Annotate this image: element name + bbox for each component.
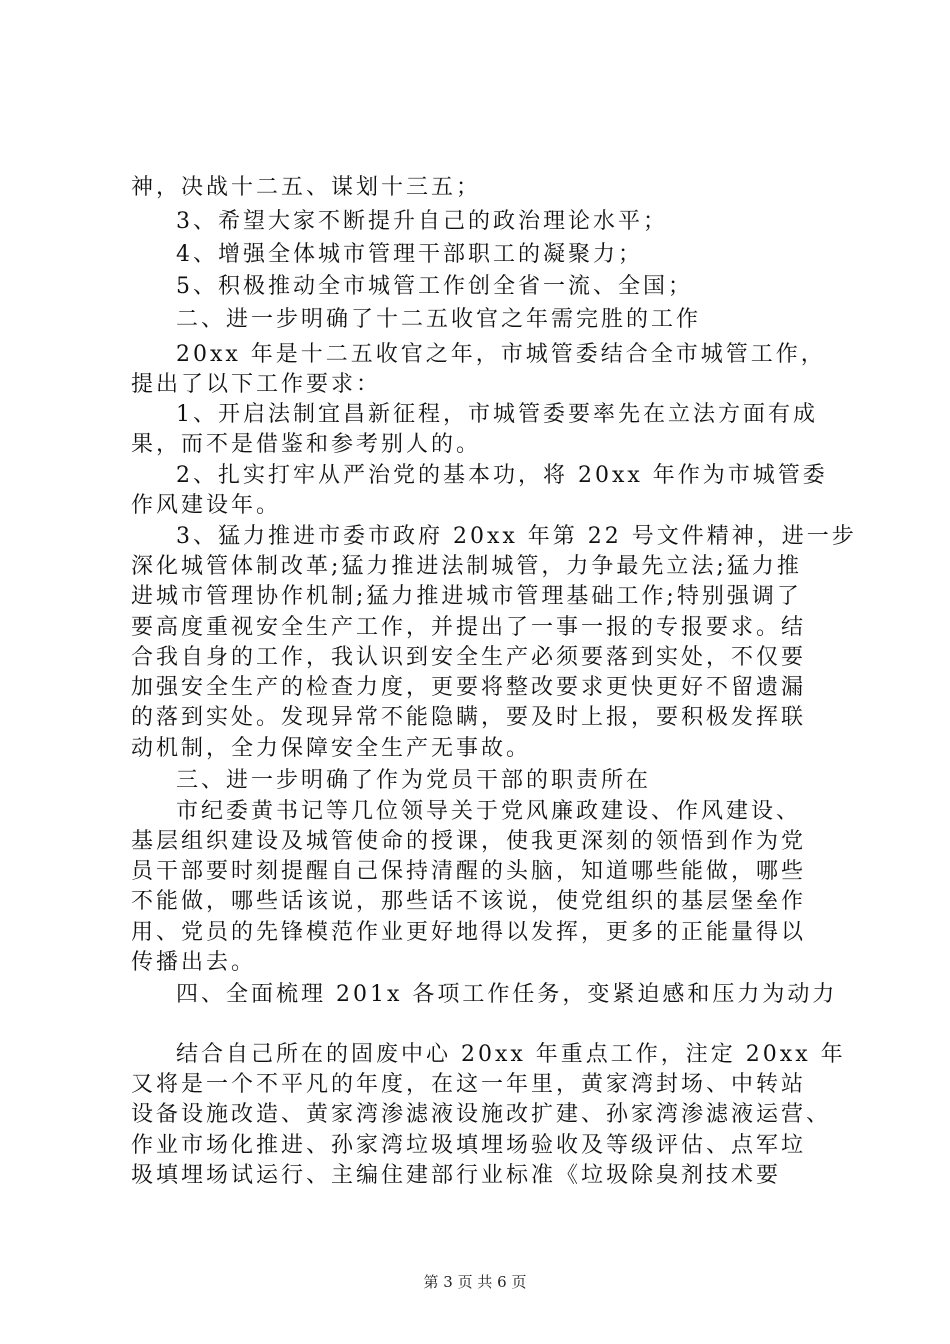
text-line: 进城市管理协作机制;猛力推进城市管理基础工作;特别强调了 bbox=[131, 584, 802, 609]
text-line: 提出了以下工作要求： bbox=[131, 372, 382, 397]
text-line: 用、党员的先锋模范作业更好地得以发挥，更多的正能量得以 bbox=[131, 920, 807, 945]
text-line: 设备设施改造、黄家湾渗滤液设施改扩建、孙家湾渗滤液运营、 bbox=[131, 1102, 832, 1127]
page-number-footer: 第 3 页 共 6 页 bbox=[423, 1273, 527, 1291]
text-line: 动机制，全力保障安全生产无事故。 bbox=[131, 736, 532, 761]
text-line: 基层组织建设及城管使命的授课，使我更深刻的领悟到作为党 bbox=[131, 829, 807, 854]
text-line: 又将是一个不平凡的年度，在这一年里，黄家湾封场、中转站 bbox=[131, 1072, 807, 1097]
text-line: 传播出去。 bbox=[131, 950, 257, 975]
text-line: 作业市场化推进、孙家湾垃圾填埋场验收及等级评估、点军垃 bbox=[131, 1133, 807, 1158]
list-item: 3、希望大家不断提升自己的政治理论水平； bbox=[176, 209, 668, 234]
list-item: 3、猛力推进市委市政府 20xx 年第 22 号文件精神，进一步 bbox=[176, 524, 857, 549]
section-heading: 四、全面梳理 201x 各项工作任务，变紧迫感和压力为动力 bbox=[176, 982, 838, 1007]
list-item: 2、扎实打牢从严治党的基本功，将 20xx 年作为市城管委 bbox=[176, 463, 828, 488]
text-line: 要高度重视安全生产工作，并提出了一事一报的专报要求。结 bbox=[131, 615, 807, 640]
text-line: 的落到实处。发现异常不能隐瞒，要及时上报，要积极发挥联 bbox=[131, 705, 807, 730]
text-line: 神，决战十二五、谋划十三五； bbox=[131, 175, 482, 200]
text-line: 合我自身的工作，我认识到安全生产必须要落到实处，不仅要 bbox=[131, 645, 807, 670]
list-item: 1、开启法制宜昌新征程，市城管委要率先在立法方面有成 bbox=[176, 402, 818, 427]
text-line: 20xx 年是十二五收官之年，市城管委结合全市城管工作， bbox=[176, 342, 826, 367]
text-line: 员干部要时刻提醒自己保持清醒的头脑，知道哪些能做，哪些 bbox=[131, 859, 807, 884]
text-line: 圾填埋场试运行、主编住建部行业标准《垃圾除臭剂技术要 bbox=[131, 1163, 782, 1188]
text-line: 不能做，哪些话该说，那些话不该说，使党组织的基层堡垒作 bbox=[131, 889, 807, 914]
text-line: 作风建设年。 bbox=[131, 493, 282, 518]
text-line: 深化城管体制改革;猛力推进法制城管，力争最先立法;猛力推 bbox=[131, 554, 802, 579]
list-item: 5、积极推动全市城管工作创全省一流、全国； bbox=[176, 274, 693, 299]
text-line: 加强安全生产的检查力度，更要将整改要求更快更好不留遗漏 bbox=[131, 675, 807, 700]
section-heading: 二、进一步明确了十二五收官之年需完胜的工作 bbox=[176, 307, 702, 332]
text-line: 果，而不是借鉴和参考别人的。 bbox=[131, 432, 482, 457]
text-line: 结合自己所在的固废中心 20xx 年重点工作，注定 20xx 年 bbox=[176, 1042, 846, 1067]
text-line: 市纪委黄书记等几位领导关于党风廉政建设、作风建设、 bbox=[176, 799, 802, 824]
section-heading: 三、进一步明确了作为党员干部的职责所在 bbox=[176, 768, 652, 793]
list-item: 4、增强全体城市管理干部职工的凝聚力； bbox=[176, 242, 643, 267]
